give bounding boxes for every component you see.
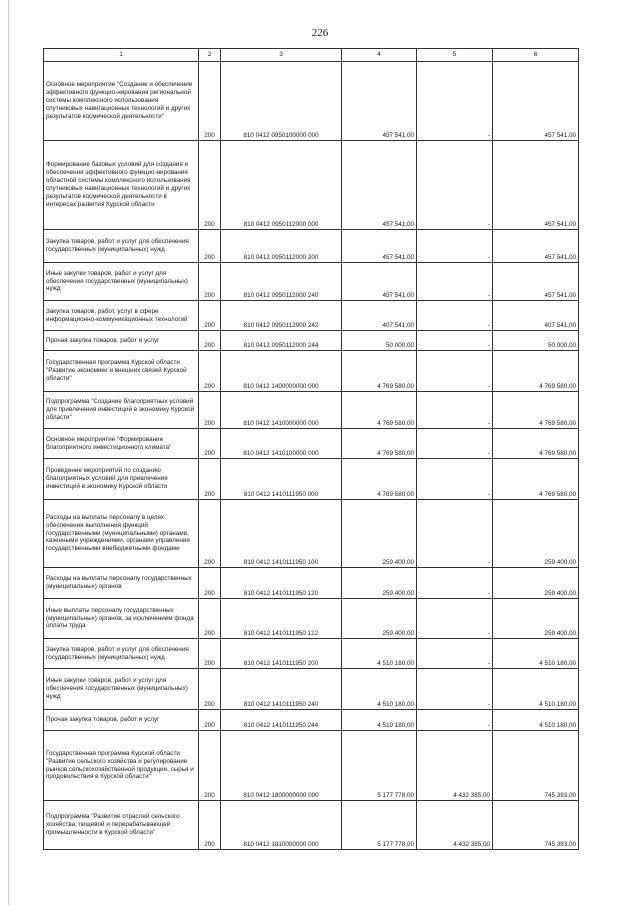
row-federal: -: [417, 599, 493, 639]
row-total: 50 000,00: [342, 331, 417, 351]
row-code: 810 0412 1410111950 120: [221, 568, 342, 599]
row-code: 810 0412 0950112000 244: [221, 331, 342, 351]
row-regional: 259 400,00: [493, 599, 579, 639]
table-row: [44, 301, 579, 331]
table-row: [44, 568, 579, 599]
budget-table: [43, 48, 579, 850]
row-type: 200: [199, 568, 221, 599]
row-code: 810 0412 1800000000 000: [221, 731, 342, 801]
row-federal: -: [417, 429, 493, 459]
table-row: [44, 500, 579, 568]
row-regional: 4 510 180,00: [493, 710, 579, 731]
row-federal: -: [417, 392, 493, 429]
row-type: 200: [199, 801, 221, 850]
row-code: 810 0412 0950112000 200: [221, 230, 342, 263]
row-name: Закупка товаров, работ и услуг для обеспечения государственных (муниципальных) нужд: [44, 230, 199, 263]
row-name: Иные закупки товаров, работ и услуг для обеспечения государственных (муниципальных) нужд: [44, 669, 199, 710]
row-regional: 50 000,00: [493, 331, 579, 351]
table-row: [44, 801, 579, 850]
row-federal: -: [417, 62, 493, 141]
table-row: [44, 459, 579, 500]
row-total: 5 177 778,00: [342, 731, 417, 801]
row-name: Государственная программа Курской области "Развитие сельского хозяйства и регулирование рынков сельскохозяйственной продукции, сырья и продовольствия в Курской области": [44, 731, 199, 801]
header-row: [44, 49, 579, 62]
table-row: [44, 351, 579, 392]
table-row: [44, 639, 579, 669]
row-code: 810 0412 1410111950 240: [221, 669, 342, 710]
row-total: 457 541,00: [342, 230, 417, 263]
table-row: [44, 263, 579, 301]
header-cell-6: 6: [493, 49, 579, 62]
row-name: Формирование базовых условий для создания и обеспечения эффективного функцио-нирования областной системы комплексного использования спутниковых навигационных технологий и других результатов космической деятельности в интересах развития Курской области: [44, 141, 199, 230]
row-name: Закупка товаров, работ и услуг для обеспечения государственных (муниципальных) нужд: [44, 639, 199, 669]
row-code: 810 0412 0950112000 240: [221, 263, 342, 301]
row-total: 4 769 580,00: [342, 429, 417, 459]
row-federal: -: [417, 710, 493, 731]
row-name: Основное мероприятие "Формирование благоприятного инвестиционного климата": [44, 429, 199, 459]
row-total: 4 510 180,00: [342, 639, 417, 669]
table-row: [44, 669, 579, 710]
row-total: 4 769 580,00: [342, 392, 417, 429]
row-regional: 4 769 580,00: [493, 392, 579, 429]
row-name: Государственная программа Курской области "Развитие экономики и внешних связей Курской области": [44, 351, 199, 392]
table-row: [44, 392, 579, 429]
row-regional: 259 400,00: [493, 500, 579, 568]
row-total: 4 769 580,00: [342, 351, 417, 392]
row-federal: -: [417, 301, 493, 331]
row-federal: -: [417, 351, 493, 392]
row-code: 810 0412 1410111950 244: [221, 710, 342, 731]
row-federal: -: [417, 500, 493, 568]
row-type: 200: [199, 351, 221, 392]
row-name: Расходы на выплаты персоналу государственных (муниципальных) органов: [44, 568, 199, 599]
row-code: 810 0412 1410100000 000: [221, 429, 342, 459]
table-row: [44, 429, 579, 459]
row-regional: 4 510 180,00: [493, 669, 579, 710]
row-regional: 4 769 580,00: [493, 429, 579, 459]
row-regional: 457 541,00: [493, 263, 579, 301]
row-total: 457 541,00: [342, 62, 417, 141]
row-type: 200: [199, 500, 221, 568]
row-name: Иные выплаты персоналу государственных (муниципальных) органов, за исключением фонда оплаты труда: [44, 599, 199, 639]
row-type: 200: [199, 230, 221, 263]
row-federal: -: [417, 331, 493, 351]
row-federal: -: [417, 141, 493, 230]
header-cell-5: 5: [417, 49, 493, 62]
row-name: Закупка товаров, работ, услуг в сфере информационно-коммуникационных технологий: [44, 301, 199, 331]
row-code: 810 0412 0950100000 000: [221, 62, 342, 141]
row-type: 200: [199, 639, 221, 669]
table-row: [44, 331, 579, 351]
row-regional: 745 393,00: [493, 731, 579, 801]
row-total: 259 400,00: [342, 568, 417, 599]
row-code: 810 0412 1410111950 200: [221, 639, 342, 669]
row-code: 810 0412 1410000000 000: [221, 392, 342, 429]
row-code: 810 0412 1400000000 000: [221, 351, 342, 392]
row-type: 200: [199, 710, 221, 731]
row-code: 810 0412 1810000000 000: [221, 801, 342, 850]
row-type: 200: [199, 62, 221, 141]
row-regional: 4 510 180,00: [493, 639, 579, 669]
row-federal: -: [417, 230, 493, 263]
row-regional: 407 541,00: [493, 301, 579, 331]
row-total: 4 510 180,00: [342, 710, 417, 731]
row-name: Основное мероприятие "Создание и обеспечение эффективного функцио-нирования региональной системы комплексного использования спутниковых навигационных технологий и других результатов космической деятельности": [44, 62, 199, 141]
row-regional: 745 393,00: [493, 801, 579, 850]
row-regional: 4 769 580,00: [493, 351, 579, 392]
row-name: Проведение мероприятий по созданию благоприятных условий для привлечения инвестиций в экономику Курской области: [44, 459, 199, 500]
row-regional: 457 541,00: [493, 141, 579, 230]
row-type: 200: [199, 301, 221, 331]
row-code: 810 0412 0950112000 242: [221, 301, 342, 331]
row-federal: 4 432 385,00: [417, 801, 493, 850]
scan-edge-line: [8, 0, 9, 905]
table-row: [44, 710, 579, 731]
row-total: 457 541,00: [342, 141, 417, 230]
row-code: 810 0412 0950112000 000: [221, 141, 342, 230]
row-regional: 457 541,00: [493, 230, 579, 263]
header-cell-1: 1: [44, 49, 199, 62]
row-type: 200: [199, 141, 221, 230]
row-type: 200: [199, 669, 221, 710]
row-name: Подпрограмма "Создание благоприятных условий для привлечения инвестиций в экономику Курской области": [44, 392, 199, 429]
row-code: 810 0412 1410111950 122: [221, 599, 342, 639]
page-number: 226: [311, 27, 329, 39]
row-name: Иные закупки товаров, работ и услуг для обеспечения государственных (муниципальных) нужд: [44, 263, 199, 301]
row-name: Прочая закупка товаров, работ и услуг: [44, 331, 199, 351]
row-federal: 4 432 385,00: [417, 731, 493, 801]
table-row: [44, 731, 579, 801]
row-total: 259 400,00: [342, 599, 417, 639]
row-total: 4 769 580,00: [342, 459, 417, 500]
row-total: 4 510 180,00: [342, 669, 417, 710]
row-type: 200: [199, 429, 221, 459]
table-row: [44, 141, 579, 230]
table-row: [44, 230, 579, 263]
row-federal: -: [417, 459, 493, 500]
row-regional: 457 541,00: [493, 62, 579, 141]
header-cell-2: 2: [199, 49, 221, 62]
header-cell-3: 3: [221, 49, 342, 62]
row-total: 259 400,00: [342, 500, 417, 568]
row-code: 810 0412 1410111950 000: [221, 459, 342, 500]
row-code: 810 0412 1410111950 100: [221, 500, 342, 568]
row-type: 200: [199, 392, 221, 429]
header-cell-4: 4: [342, 49, 417, 62]
row-name: Подпрограмма "Развитие отраслей сельского хозяйства, пищевой и перерабатывающей промышленности в Курской области": [44, 801, 199, 850]
table-row: [44, 599, 579, 639]
row-type: 200: [199, 263, 221, 301]
row-total: 5 177 778,00: [342, 801, 417, 850]
row-federal: -: [417, 669, 493, 710]
row-name: Расходы на выплаты персоналу в целях обеспечения выполнения функций государственными (муниципальными) органами, казенными учреждениями, органами управления государственными внебюджетными фондами: [44, 500, 199, 568]
row-name: Прочая закупка товаров, работ и услуг: [44, 710, 199, 731]
table-row: [44, 62, 579, 141]
row-federal: -: [417, 568, 493, 599]
row-total: 407 541,00: [342, 301, 417, 331]
row-federal: -: [417, 639, 493, 669]
row-type: 200: [199, 599, 221, 639]
row-federal: -: [417, 263, 493, 301]
row-type: 200: [199, 331, 221, 351]
row-type: 200: [199, 731, 221, 801]
row-regional: 259 400,00: [493, 568, 579, 599]
row-total: 457 541,00: [342, 263, 417, 301]
row-type: 200: [199, 459, 221, 500]
row-regional: 4 769 580,00: [493, 459, 579, 500]
